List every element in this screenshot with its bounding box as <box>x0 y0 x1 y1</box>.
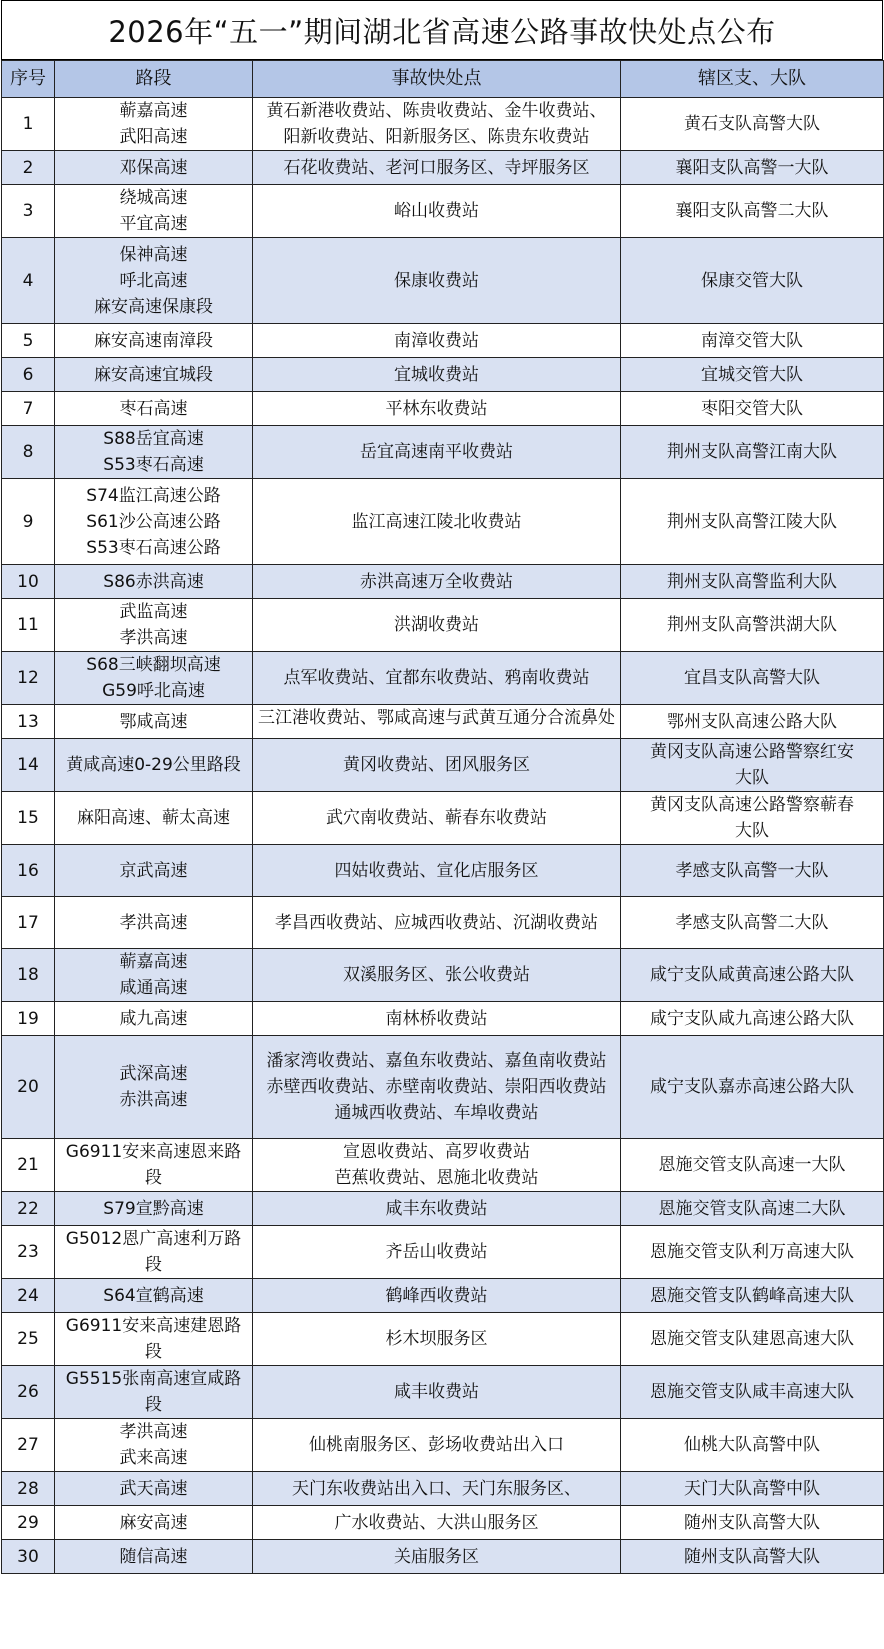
cell-points <box>253 1472 621 1506</box>
cell-road-line: 麻安高速保康段 <box>94 296 213 317</box>
cell-points-line: 岳宜高速南平收费站 <box>360 442 513 462</box>
table-row <box>2 1192 884 1226</box>
cell-unit-line: 孝感支队高警一大队 <box>675 860 829 881</box>
cell-points-line: 峪山收费站 <box>394 201 479 221</box>
cell-road-line: G6911安来高速建恩路 <box>65 1316 242 1336</box>
cell-road <box>55 1506 253 1540</box>
cell-unit-line: 大队 <box>735 768 769 788</box>
cell-number: 20 <box>2 1036 55 1139</box>
cell-road-line: S61沙公高速公路 <box>86 511 221 532</box>
cell-unit-line: 仙桃大队高警中队 <box>684 1435 820 1455</box>
cell-road-line: 麻阳高速、蕲太高速 <box>77 808 230 828</box>
table-row <box>2 1279 884 1313</box>
cell-road <box>55 565 253 599</box>
cell-unit-line: 保康交管大队 <box>701 270 803 291</box>
cell-unit-line: 荆州支队高警洪湖大队 <box>667 615 837 635</box>
cell-road-line: 蕲嘉高速 <box>119 952 188 972</box>
table-row <box>2 949 884 1002</box>
cell-number: 16 <box>2 845 55 897</box>
table-header-row <box>2 61 884 98</box>
cell-unit <box>621 392 884 426</box>
cell-unit-line: 恩施交管支队咸丰高速大队 <box>650 1382 854 1402</box>
cell-points-line: 三江港收费站、鄂咸高速与武黄互通分合流鼻处 <box>258 708 615 728</box>
cell-unit <box>621 565 884 599</box>
cell-road-line: 孝洪高速 <box>119 628 188 648</box>
cell-unit <box>621 1226 884 1279</box>
cell-points <box>253 1279 621 1313</box>
table-row <box>2 1472 884 1506</box>
cell-road <box>55 358 253 392</box>
cell-unit-line: 随州支队高警大队 <box>684 1512 820 1533</box>
cell-points <box>253 151 621 185</box>
cell-unit <box>621 1540 884 1574</box>
cell-road <box>55 845 253 897</box>
page-title: 2026年“五一”期间湖北省高速公路事故快处点公布 <box>1 0 883 60</box>
cell-unit-line: 恩施交管支队高速二大队 <box>658 1198 846 1219</box>
cell-unit <box>621 949 884 1002</box>
cell-road-line: 呼北高速 <box>119 270 188 291</box>
cell-points-line: 咸丰东收费站 <box>385 1198 488 1219</box>
cell-road-line: G6911安来高速恩来路 <box>65 1142 242 1162</box>
table-row <box>2 1226 884 1279</box>
cell-points <box>253 479 621 565</box>
cell-number: 21 <box>2 1139 55 1192</box>
cell-number: 2 <box>2 151 55 185</box>
cell-road-line: 保神高速 <box>119 244 188 265</box>
cell-road <box>55 739 253 792</box>
header-points: 事故快处点 <box>253 61 621 98</box>
table-row <box>2 238 884 324</box>
cell-points-line: 点军收费站、宜都东收费站、鸦南收费站 <box>283 668 590 688</box>
cell-number: 23 <box>2 1226 55 1279</box>
cell-road-line: G5012恩广高速利万路 <box>65 1229 242 1249</box>
table-row <box>2 565 884 599</box>
cell-road <box>55 392 253 426</box>
cell-number: 24 <box>2 1279 55 1313</box>
cell-unit <box>621 479 884 565</box>
cell-unit <box>621 792 884 845</box>
cell-points <box>253 392 621 426</box>
cell-unit <box>621 652 884 705</box>
cell-number: 7 <box>2 392 55 426</box>
cell-unit <box>621 238 884 324</box>
cell-road <box>55 426 253 479</box>
cell-points <box>253 949 621 1002</box>
cell-number: 27 <box>2 1419 55 1472</box>
cell-points-line: 监江高速江陵北收费站 <box>351 511 522 532</box>
cell-unit-line: 黄冈支队高速公路警察蕲春 <box>650 795 854 815</box>
cell-road-line: S64宣鹤高速 <box>103 1285 204 1306</box>
cell-points <box>253 1002 621 1036</box>
cell-road <box>55 1192 253 1226</box>
table-row <box>2 845 884 897</box>
cell-road-line: 段 <box>145 1395 162 1415</box>
cell-road-line: S86赤洪高速 <box>103 571 204 592</box>
cell-points <box>253 845 621 897</box>
cell-road <box>55 1002 253 1036</box>
table-row <box>2 1036 884 1139</box>
cell-points <box>253 238 621 324</box>
cell-road-line: G59呼北高速 <box>102 681 205 701</box>
cell-unit-line: 大队 <box>735 821 769 841</box>
cell-road-line: 枣石高速 <box>119 398 188 419</box>
cell-points-line: 芭蕉收费站、恩施北收费站 <box>334 1168 539 1188</box>
cell-road-line: S68三峡翻坝高速 <box>86 655 221 675</box>
cell-road <box>55 238 253 324</box>
cell-points-line: 齐岳山收费站 <box>385 1242 488 1262</box>
cell-number: 25 <box>2 1313 55 1366</box>
cell-number: 22 <box>2 1192 55 1226</box>
cell-unit <box>621 1506 884 1540</box>
cell-road <box>55 949 253 1002</box>
cell-road-line: 武阳高速 <box>119 127 188 147</box>
cell-road <box>55 1226 253 1279</box>
cell-unit <box>621 897 884 949</box>
cell-points-line: 潘家湾收费站、嘉鱼东收费站、嘉鱼南收费站 <box>266 1051 607 1071</box>
cell-road <box>55 897 253 949</box>
cell-unit-line: 宜昌支队高警大队 <box>684 668 820 688</box>
cell-points-line: 仙桃南服务区、彭场收费站出入口 <box>309 1435 564 1455</box>
table-row <box>2 185 884 238</box>
cell-points-line: 赤壁西收费站、赤壁南收费站、崇阳西收费站 <box>266 1077 607 1097</box>
cell-points <box>253 1506 621 1540</box>
cell-road-line: S88岳宜高速 <box>103 429 204 449</box>
cell-points <box>253 1313 621 1366</box>
cell-points-line: 平林东收费站 <box>385 398 488 419</box>
cell-road-line: 孝洪高速 <box>119 912 188 933</box>
cell-points-line: 孝昌西收费站、应城西收费站、沉湖收费站 <box>275 912 598 933</box>
cell-points <box>253 1366 621 1419</box>
cell-points <box>253 1139 621 1192</box>
table-row <box>2 652 884 705</box>
cell-road <box>55 1036 253 1139</box>
cell-number: 6 <box>2 358 55 392</box>
cell-unit <box>621 98 884 151</box>
cell-unit-line: 孝感支队高警二大队 <box>675 912 829 933</box>
cell-unit-line: 襄阳支队高警一大队 <box>675 157 829 178</box>
cell-road-line: 武来高速 <box>119 1448 188 1468</box>
cell-road-line: 京武高速 <box>119 860 188 881</box>
cell-road-line: 段 <box>145 1255 162 1275</box>
cell-road-line: 段 <box>145 1168 162 1188</box>
cell-unit-line: 恩施交管支队利万高速大队 <box>650 1242 854 1262</box>
cell-unit <box>621 1036 884 1139</box>
cell-unit-line: 宜城交管大队 <box>701 364 803 385</box>
cell-points-line: 杉木坝服务区 <box>385 1329 488 1349</box>
table-row <box>2 897 884 949</box>
cell-unit <box>621 426 884 479</box>
cell-points-line: 黄冈收费站、团风服务区 <box>343 755 530 775</box>
cell-road-line: 麻安高速宜城段 <box>94 364 213 385</box>
cell-points <box>253 1192 621 1226</box>
cell-unit-line: 咸宁支队咸九高速公路大队 <box>650 1008 854 1029</box>
cell-unit <box>621 1192 884 1226</box>
cell-points-line: 天门东收费站出入口、天门东服务区、 <box>292 1478 581 1499</box>
cell-points-line: 黄石新港收费站、陈贵收费站、金牛收费站、 <box>266 101 607 121</box>
cell-road <box>55 1313 253 1366</box>
cell-points <box>253 739 621 792</box>
cell-road <box>55 151 253 185</box>
cell-unit <box>621 599 884 652</box>
cell-road-line: 麻安高速南漳段 <box>94 330 213 351</box>
cell-number: 29 <box>2 1506 55 1540</box>
cell-road-line: 平宜高速 <box>119 214 188 234</box>
cell-unit <box>621 739 884 792</box>
cell-road <box>55 1472 253 1506</box>
cell-points-line: 鹤峰西收费站 <box>385 1285 488 1306</box>
cell-road <box>55 1540 253 1574</box>
cell-number: 19 <box>2 1002 55 1036</box>
cell-unit <box>621 358 884 392</box>
table-row <box>2 151 884 185</box>
cell-unit-line: 黄石支队高警大队 <box>684 114 820 134</box>
cell-number: 18 <box>2 949 55 1002</box>
cell-road-line: 鄂咸高速 <box>119 711 188 732</box>
table-row <box>2 792 884 845</box>
table-row <box>2 1366 884 1419</box>
cell-road-line: 赤洪高速 <box>119 1090 188 1110</box>
cell-road-line: 随信高速 <box>119 1546 188 1567</box>
cell-unit <box>621 1139 884 1192</box>
cell-unit-line: 咸宁支队咸黄高速公路大队 <box>650 965 854 985</box>
cell-road-line: 武监高速 <box>119 602 188 622</box>
cell-points <box>253 652 621 705</box>
cell-number: 26 <box>2 1366 55 1419</box>
cell-unit-line: 随州支队高警大队 <box>684 1546 820 1567</box>
cell-points-line: 四姑收费站、宣化店服务区 <box>334 860 539 881</box>
cell-unit-line: 荆州支队高警监利大队 <box>667 571 837 592</box>
cell-points <box>253 1419 621 1472</box>
cell-unit <box>621 324 884 358</box>
cell-number: 10 <box>2 565 55 599</box>
cell-points-line: 南林桥收费站 <box>385 1008 488 1029</box>
cell-points-line: 宜城收费站 <box>394 364 479 385</box>
cell-number: 13 <box>2 705 55 739</box>
cell-road <box>55 652 253 705</box>
cell-points <box>253 1036 621 1139</box>
cell-unit <box>621 1419 884 1472</box>
cell-points-line: 保康收费站 <box>394 270 479 291</box>
cell-points <box>253 897 621 949</box>
table-row <box>2 1506 884 1540</box>
cell-points-line: 洪湖收费站 <box>394 615 479 635</box>
cell-points-line: 武穴南收费站、蕲春东收费站 <box>326 808 547 828</box>
cell-points <box>253 1226 621 1279</box>
cell-points <box>253 705 621 739</box>
cell-road-line: 武深高速 <box>119 1064 188 1084</box>
cell-road-line: 黄咸高速0-29公里路段 <box>66 755 241 775</box>
table-row <box>2 358 884 392</box>
cell-number: 28 <box>2 1472 55 1506</box>
cell-road-line: 武天高速 <box>119 1478 188 1499</box>
table-row <box>2 324 884 358</box>
cell-road-line: S53枣石高速 <box>103 455 204 475</box>
cell-unit-line: 襄阳支队高警二大队 <box>675 201 829 221</box>
cell-points-line: 咸丰收费站 <box>394 1382 479 1402</box>
table-row <box>2 1540 884 1574</box>
accident-points-table <box>1 60 884 1574</box>
cell-number: 4 <box>2 238 55 324</box>
cell-points <box>253 324 621 358</box>
cell-road-line: 绕城高速 <box>119 188 188 208</box>
cell-road-line: 咸九高速 <box>119 1008 188 1029</box>
cell-number: 14 <box>2 739 55 792</box>
cell-number: 5 <box>2 324 55 358</box>
table-row <box>2 98 884 151</box>
table-row <box>2 1419 884 1472</box>
table-row <box>2 739 884 792</box>
cell-road-line: S79宣黔高速 <box>103 1198 204 1219</box>
cell-unit <box>621 185 884 238</box>
cell-road <box>55 1279 253 1313</box>
cell-unit <box>621 705 884 739</box>
cell-number: 15 <box>2 792 55 845</box>
cell-unit <box>621 1472 884 1506</box>
cell-points-line: 南漳收费站 <box>394 330 479 351</box>
cell-unit-line: 恩施交管支队鹤峰高速大队 <box>650 1285 854 1306</box>
cell-number: 3 <box>2 185 55 238</box>
cell-points-line: 关庙服务区 <box>394 1546 479 1567</box>
cell-road <box>55 185 253 238</box>
table-row <box>2 1139 884 1192</box>
cell-points-line: 赤洪高速万全收费站 <box>360 571 513 592</box>
cell-road-line: G5515张南高速宣咸路 <box>65 1369 242 1389</box>
header-no: 序号 <box>2 61 55 98</box>
cell-points <box>253 599 621 652</box>
cell-points <box>253 565 621 599</box>
cell-unit-line: 南漳交管大队 <box>701 330 803 351</box>
cell-unit <box>621 1279 884 1313</box>
cell-number: 8 <box>2 426 55 479</box>
header-road: 路段 <box>55 61 253 98</box>
cell-road-line: S74监江高速公路 <box>86 485 221 506</box>
cell-unit-line: 天门大队高警中队 <box>684 1478 820 1499</box>
cell-points-line: 石花收费站、老河口服务区、寺坪服务区 <box>283 157 590 178</box>
table-row <box>2 705 884 739</box>
cell-unit <box>621 845 884 897</box>
cell-unit-line: 咸宁支队嘉赤高速公路大队 <box>650 1077 854 1097</box>
cell-points <box>253 358 621 392</box>
table-row <box>2 426 884 479</box>
cell-points <box>253 1540 621 1574</box>
cell-unit-line: 枣阳交管大队 <box>701 398 803 419</box>
cell-number: 9 <box>2 479 55 565</box>
cell-points <box>253 185 621 238</box>
cell-road-line: 蕲嘉高速 <box>119 101 188 121</box>
cell-unit-line: 黄冈支队高速公路警察红安 <box>650 742 854 762</box>
cell-road <box>55 1139 253 1192</box>
cell-unit <box>621 151 884 185</box>
cell-unit-line: 荆州支队高警江陵大队 <box>667 511 837 532</box>
cell-road-line: 咸通高速 <box>119 978 188 998</box>
cell-unit-line: 恩施交管支队建恩高速大队 <box>650 1329 854 1349</box>
cell-road <box>55 98 253 151</box>
cell-unit-line: 恩施交管支队高速一大队 <box>658 1155 846 1175</box>
table-row <box>2 392 884 426</box>
cell-road <box>55 705 253 739</box>
cell-unit <box>621 1313 884 1366</box>
cell-road <box>55 324 253 358</box>
cell-points-line: 双溪服务区、张公收费站 <box>343 965 530 985</box>
cell-road-line: 孝洪高速 <box>119 1422 188 1442</box>
table-row <box>2 479 884 565</box>
cell-unit <box>621 1002 884 1036</box>
cell-points-line: 宣恩收费站、高罗收费站 <box>343 1142 530 1162</box>
cell-number: 1 <box>2 98 55 151</box>
table-body <box>2 98 884 1574</box>
table-row <box>2 1313 884 1366</box>
cell-unit <box>621 1366 884 1419</box>
cell-road <box>55 792 253 845</box>
cell-road <box>55 479 253 565</box>
cell-points-line: 通城西收费站、车埠收费站 <box>334 1103 539 1123</box>
cell-road <box>55 1419 253 1472</box>
cell-unit-line: 鄂州支队高速公路大队 <box>667 711 837 732</box>
cell-road <box>55 599 253 652</box>
table-row <box>2 599 884 652</box>
cell-number: 30 <box>2 1540 55 1574</box>
cell-points <box>253 426 621 479</box>
cell-number: 17 <box>2 897 55 949</box>
cell-points <box>253 792 621 845</box>
cell-road <box>55 1366 253 1419</box>
header-unit: 辖区支、大队 <box>621 61 884 98</box>
cell-number: 11 <box>2 599 55 652</box>
cell-points-line: 阳新收费站、阳新服务区、陈贵东收费站 <box>283 127 590 147</box>
table-row <box>2 1002 884 1036</box>
cell-number: 12 <box>2 652 55 705</box>
cell-road-line: 邓保高速 <box>119 157 188 178</box>
cell-points <box>253 98 621 151</box>
cell-road-line: 段 <box>145 1342 162 1362</box>
cell-road-line: 麻安高速 <box>119 1512 188 1533</box>
cell-road-line: S53枣石高速公路 <box>86 537 221 558</box>
cell-unit-line: 荆州支队高警江南大队 <box>667 442 837 462</box>
cell-points-line: 广水收费站、大洪山服务区 <box>334 1512 539 1533</box>
